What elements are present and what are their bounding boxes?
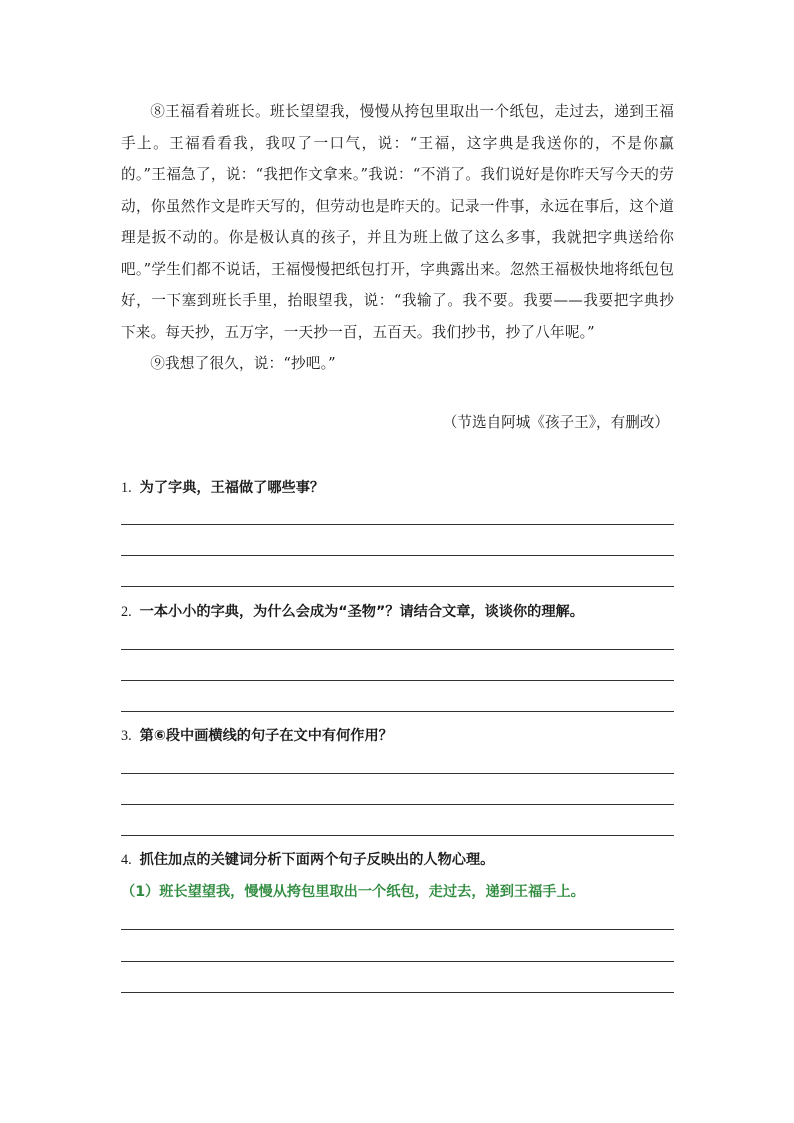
- passage-paragraph-8: ⑧王福看着班长。班长望望我，慢慢从挎包里取出一个纸包，走过去，递到王福手上。王福看看我，我叹了一口气，说：“王福，这字典是我送你的，不是你赢的。”王福急了，说：“我把作文拿来。”我说：“不消了。我们说好是你昨天写今天的劳动，你虽然作文是昨天写的，但劳动也是昨天的。记录一件事，永远在事后，这个道理是扳不动的。你是极认真的孩子，并且为班上做了这么多事，我就把字典送给你吧。”学生们都不说话，王福慢慢把纸包打开，字典露出来。忽然王福极快地将纸包包好，一下塞到班长手里，抬眼望我，说：“我输了。我不要。我要——我要把字典抄下来。每天抄，五万字，一天抄一百，五百天。我们抄书，抄了八年呢。”: [121, 103, 674, 341]
- reading-passage: [121, 96, 674, 380]
- answer-line[interactable]: [121, 555, 674, 556]
- answer-line[interactable]: [121, 929, 674, 930]
- passage-paragraph-9: ⑨我想了很久，说：“抄吧。”: [150, 355, 336, 372]
- question-text: 第⑥段中画横线的句子在文中有何作用？: [139, 728, 393, 744]
- question-text: 为了字典，王福做了哪些事？: [139, 480, 325, 496]
- answer-line[interactable]: [121, 586, 674, 587]
- question-number: 3.: [121, 728, 132, 744]
- answer-line[interactable]: [121, 711, 674, 712]
- answer-line[interactable]: [121, 773, 674, 774]
- question-text: 抓住加点的关键词分析下面两个句子反映出的人物心理。: [139, 852, 495, 868]
- answer-line[interactable]: [121, 804, 674, 805]
- answer-line[interactable]: [121, 680, 674, 681]
- question-4: [121, 848, 674, 872]
- answer-line[interactable]: [121, 524, 674, 525]
- subquestion-1: （1）班长望望我，慢慢从挎包里取出一个纸包，走过去，递到王福手上。: [121, 884, 585, 900]
- answer-line[interactable]: [121, 835, 674, 836]
- question-3: [121, 724, 674, 748]
- question-text: 一本小小的字典，为什么会成为“圣物”？请结合文章，谈谈你的理解。: [139, 604, 584, 620]
- question-2: [121, 600, 674, 624]
- passage-source: （节选自阿城《孩子王》，有删改）: [442, 414, 669, 431]
- question-number: 4.: [121, 852, 132, 868]
- question-number: 2.: [121, 604, 132, 620]
- question-1: [121, 476, 674, 500]
- question-number: 1.: [121, 480, 132, 496]
- answer-line[interactable]: [121, 649, 674, 650]
- answer-line[interactable]: [121, 961, 674, 962]
- answer-line[interactable]: [121, 992, 674, 993]
